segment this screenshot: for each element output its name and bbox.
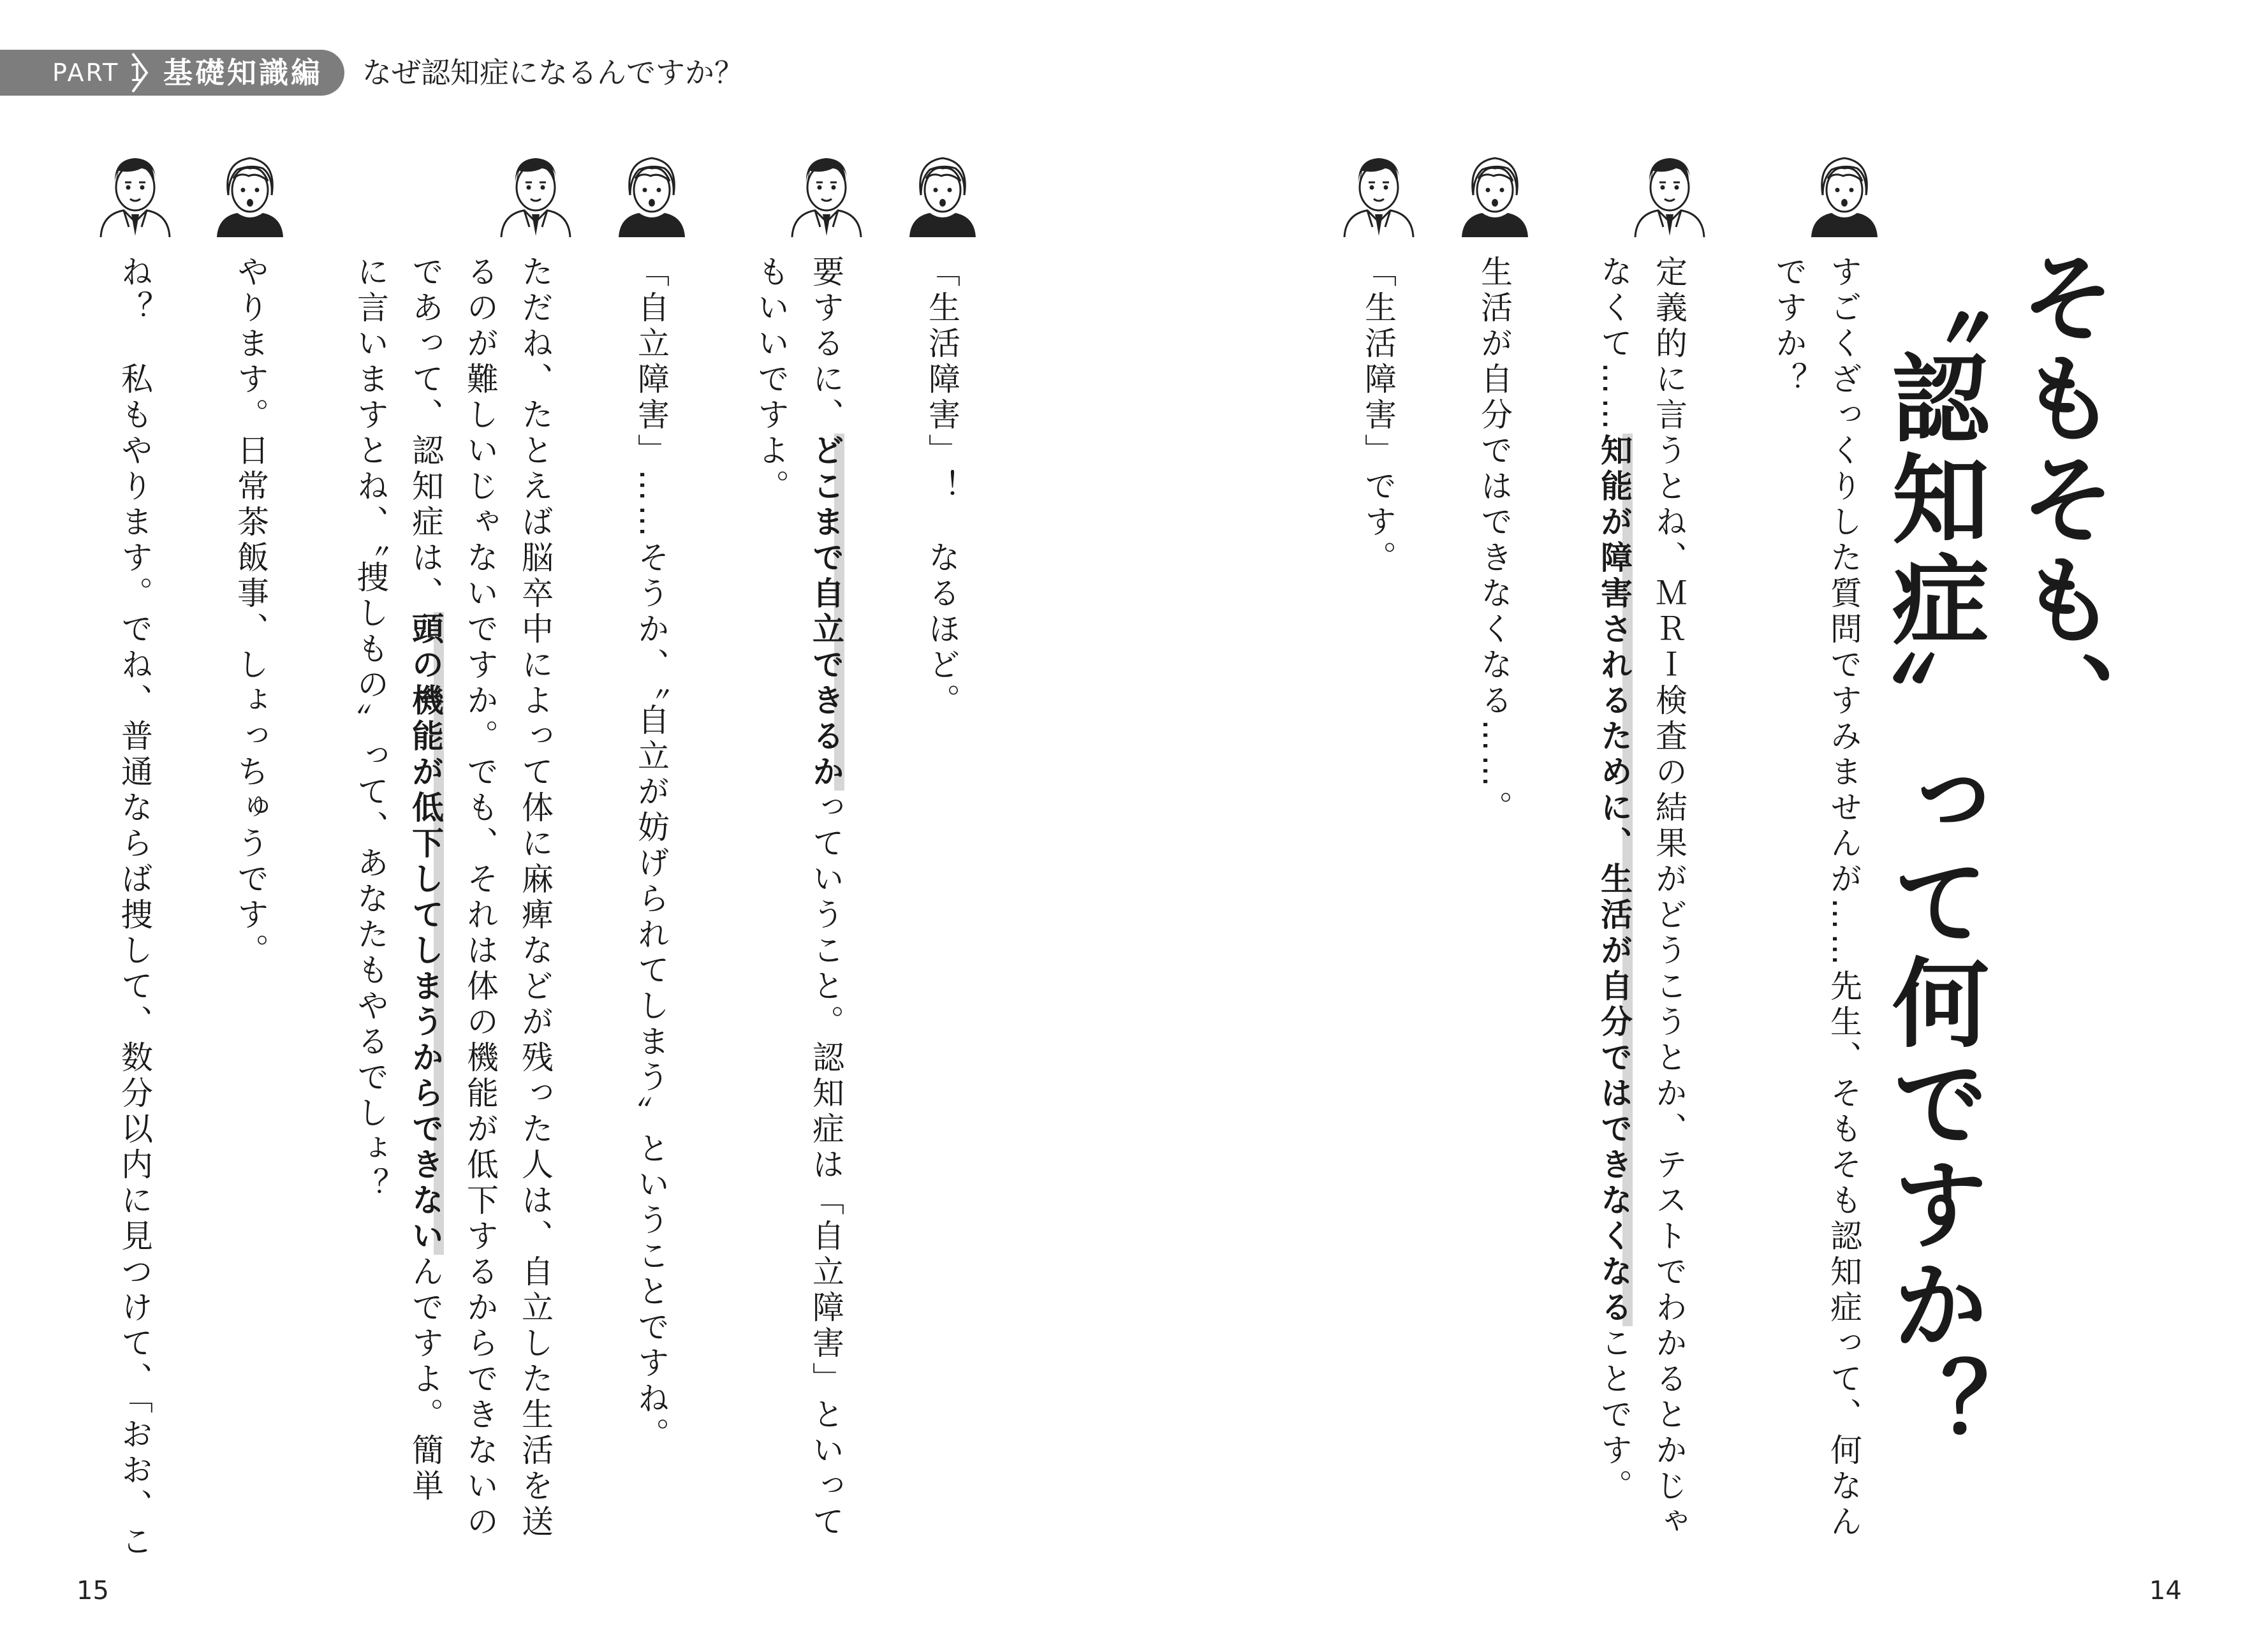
text-run: んですよ。簡単 [407, 1255, 444, 1505]
text-run: 要するに、 [807, 255, 844, 434]
dialogue-line: 生活が自分ではできなくなる……。 [1476, 255, 1513, 826]
dialogue-line: ただね、たとえば脳卒中によって体に麻痺などが残った人は、自立した生活を送 [517, 255, 554, 1540]
page-number-left: 15 [77, 1576, 109, 1605]
page-number-right: 14 [2149, 1576, 2182, 1605]
text-run: であって、認知症は、 [407, 255, 444, 612]
dialogue-line: に言いますとね、〝捜しもの〟って、あなたもやるでしょ？ [352, 255, 389, 1203]
emphasis-text: どこまで自立できるか [807, 434, 844, 791]
text-run: っていうこと。認知症は「自立障害」といって [807, 791, 844, 1540]
dialogue-line: やります。日常茶飯事、しょっちゅうです。 [232, 255, 269, 969]
text-run: なくて…… [1596, 255, 1633, 434]
doctor-avatar [1339, 150, 1418, 237]
chapter-title: なぜ認知症になるんですか？ [362, 55, 744, 90]
dialogue-line [798, 255, 853, 1540]
dialogue-line: ね？ 私もやります。でね、普通ならば捜して、数分以内に見つけて、「おお、こ [116, 255, 153, 1560]
section-label: 基礎知識編 [163, 55, 323, 90]
listener-avatar [210, 150, 290, 237]
part-label: PART 1 [52, 59, 147, 87]
section-title: そもそも、 〝認知症〟って何ですか？ [1876, 247, 2117, 1456]
dialogue-line: 定義的に言うとね、ＭＲＩ検査の結果がどうこうとか、テストでわかるとかじゃ [1651, 255, 1688, 1540]
dialogue-line: るのが難しいじゃないですか。でも、それは体の機能が低下するからできないの [462, 255, 499, 1540]
dialogue-line: すごくざっくりした質問ですみませんが……先生、そもそも認知症って、何なん [1825, 255, 1862, 1540]
dialogue-line: ですか？ [1770, 255, 1807, 398]
part-tag [0, 50, 344, 96]
dialogue-line [1587, 255, 1642, 1505]
doctor-avatar [1630, 150, 1709, 237]
dialogue-line [398, 255, 453, 1505]
text-run: ことです。 [1596, 1326, 1633, 1505]
listener-avatar [612, 150, 691, 237]
emphasis-text: 知能が障害されるために、生活が自分ではできなくなる [1596, 434, 1633, 1326]
listener-avatar [903, 150, 982, 237]
doctor-avatar [787, 150, 866, 237]
doctor-avatar [96, 150, 175, 237]
dialogue-line: もいいですよ。 [753, 255, 790, 505]
listener-avatar [1805, 150, 1884, 237]
chevron-right-icon [128, 50, 153, 96]
dialogue-line: 「生活障害」！ なるほど。 [923, 255, 960, 719]
emphasis-text: 頭の機能が低下してしまうからできない [407, 612, 444, 1255]
dialogue-line: 「自立障害」……そうか、〝自立が妨げられてしまう〟ということですね。 [633, 255, 670, 1453]
listener-avatar [1455, 150, 1534, 237]
dialogue-line: 「生活障害」です。 [1360, 255, 1397, 576]
doctor-avatar [496, 150, 575, 237]
